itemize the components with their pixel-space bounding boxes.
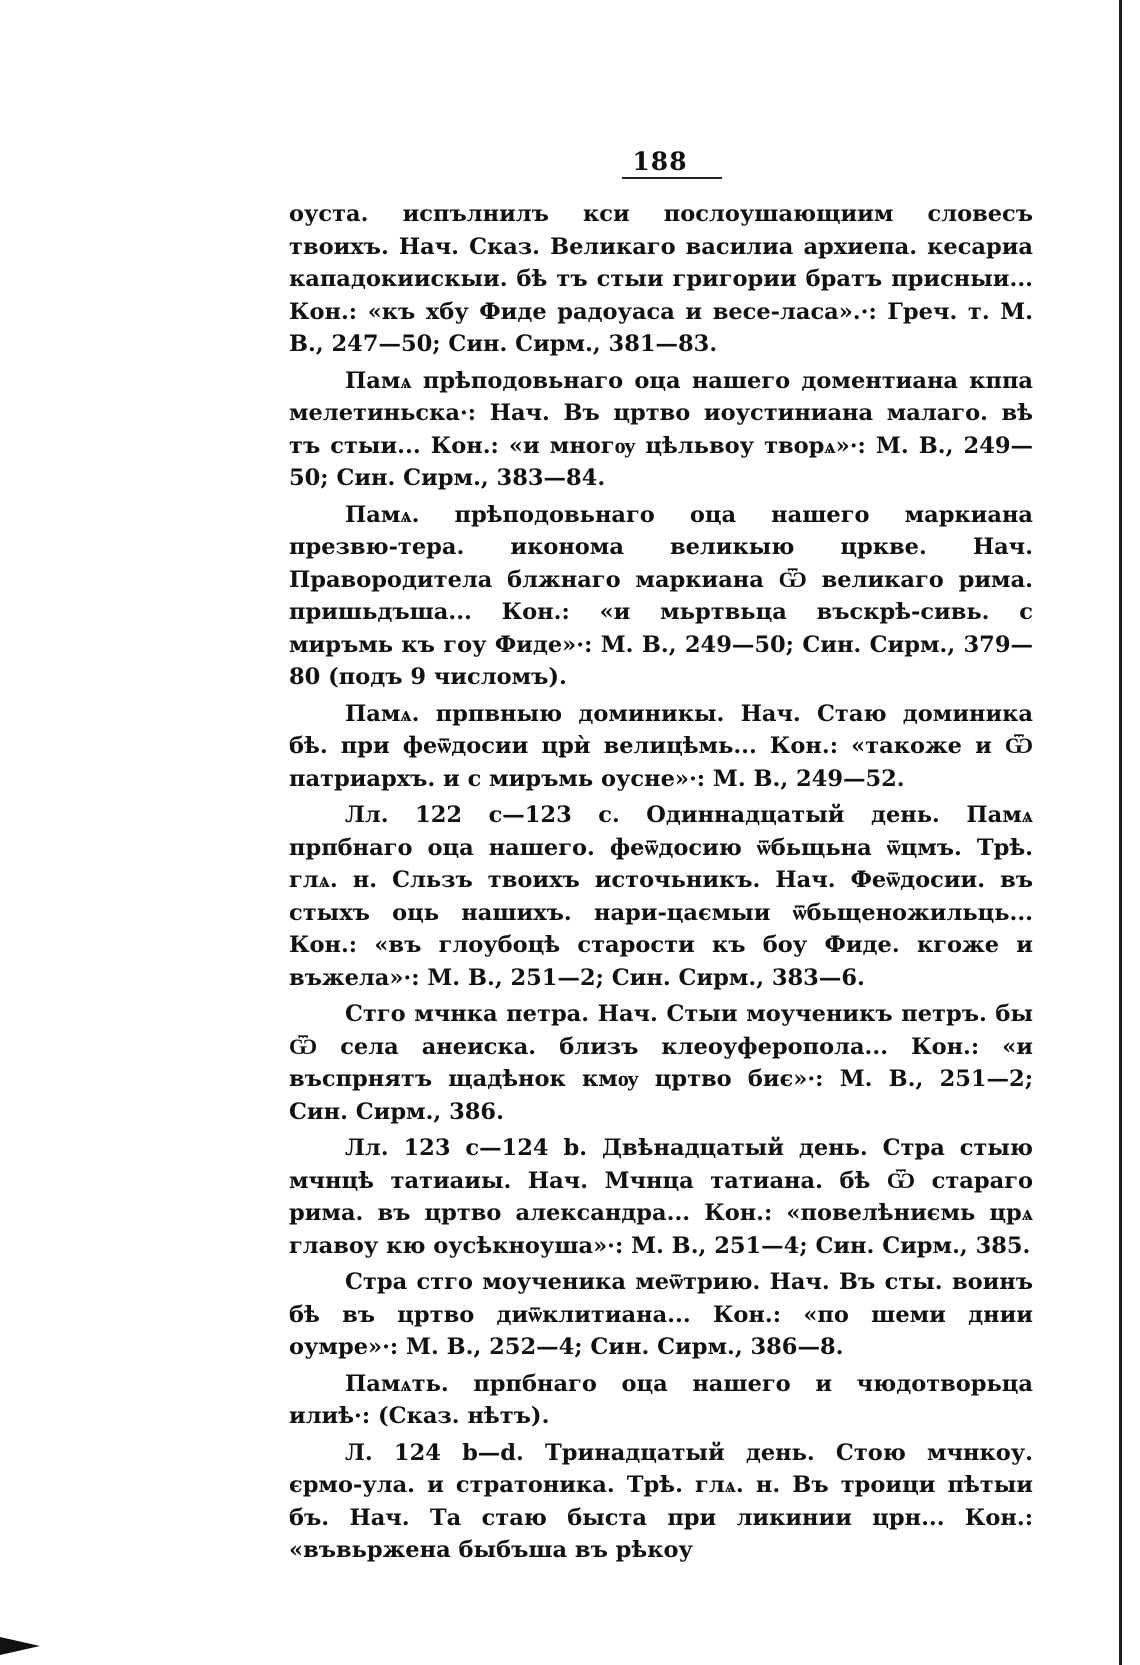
paragraph-2: Памѧ прѣподовьнаго оца нашего доментиана кппа мелетиньска·: Нач. Въ цртво иоустиниана малаго. вѣ тъ стыи... Кон.: «и многѹ цѣльвоу творѧ»·: М. В., 249—50; Син. Сирм., 383—84. — [289, 367, 1033, 491]
page-number: 188 — [632, 147, 688, 176]
page-number-rule — [622, 177, 722, 179]
corner-arrow-mark — [0, 1637, 40, 1655]
paragraph-1: оуста. испълнилъ кси послоушающиим словесъ твоихъ. Нач. Сказ. Великаго василиа архиепа. кесариа кападокиискыи. бѣ тъ стыи григории братъ присныи... Кон.: «къ хбу Фиде радоуаса и весе-ласа».·: Греч. т. М. В., 247—50; Син. Сирм., 381—83. — [289, 201, 1033, 357]
paragraph-9: Памѧть. прпбнаго оца нашего и чюдотворьца илиѣ·: (Сказ. нѣтъ). — [289, 1370, 1033, 1429]
paragraph-6: Стго мчнка петра. Нач. Стыи моученикъ петръ. бы Ѿ села анеиска. близъ клеоуферопола... Кон.: «и въспрнятъ щадѣнок кмѹ цртво биє»·: М. В., 251—2; Син. Сирм., 386. — [289, 1001, 1033, 1125]
text-body — [289, 198, 1033, 1571]
paragraph-8: Стра стго моученика меѿтрию. Нач. Въ сты. воинъ бѣ въ цртво диѿклитиана... Кон.: «по шеми днии оумре»·: М. В., 252—4; Син. Сирм., 386—8. — [289, 1269, 1033, 1360]
paragraph-5: Лл. 122 с—123 с. Одиннадцатый день. Памѧ прпбнаго оца нашего. феѿдосию ѿбьщьна ѿцмъ. Трѣ. глѧ. н. Сльзъ твоихъ источьникъ. Нач. Феѿдосии. въ стыхъ оць нашихъ. нари-цаємыи ѿбьщеножильць... Кон.: «въ глоубоцѣ старости къ боу Фиде. кгоже и въжела»·: М. В., 251—2; Син. Сирм., 383—6. — [289, 802, 1033, 991]
paragraph-4: Памѧ. прпвныю доминикы. Нач. Стаю доминика бѣ. при феѿдосии црѝ велицѣмь... Кон.: «такоже и Ѿ патриархъ. и с миръмь оусне»·: М. В., 249—52. — [289, 700, 1033, 792]
paragraph-10: Л. 124 b—d. Тринадцатый день. Стою мчнкоу. єрмо-ула. и стратоника. Трѣ. глѧ. н. Въ троици пѣтыи бъ. Нач. Та стаю быста при ликинии црн... Кон.: «въвьржена быбъша въ рѣкоу — [289, 1439, 1033, 1563]
paragraph-7: Лл. 123 с—124 b. Двѣнадцатый день. Стра стыю мчнцѣ татиаиы. Нач. Мчнца татиана. бѣ Ѿ стараго рима. въ цртво александра... Кон.: «повелѣниємь црѧ главоу кю оусѣкноуша»·: М. В., 251—4; Син. Сирм., 385. — [289, 1135, 1033, 1259]
page-edge-line — [1119, 0, 1122, 1665]
paragraph-3: Памѧ. прѣподовьнаго оца нашего маркиана презвю-тера. иконома великыю цркве. Нач. Правородитела блжнаго маркиана Ѿ великаго рима. пришьдъша... Кон.: «и мьртвьца въскрѣ-сивь. с миръмь къ гоу Фиде»·: М. В., 249—50; Син. Сирм., 379—80 (подъ 9 числомъ). — [289, 501, 1033, 690]
